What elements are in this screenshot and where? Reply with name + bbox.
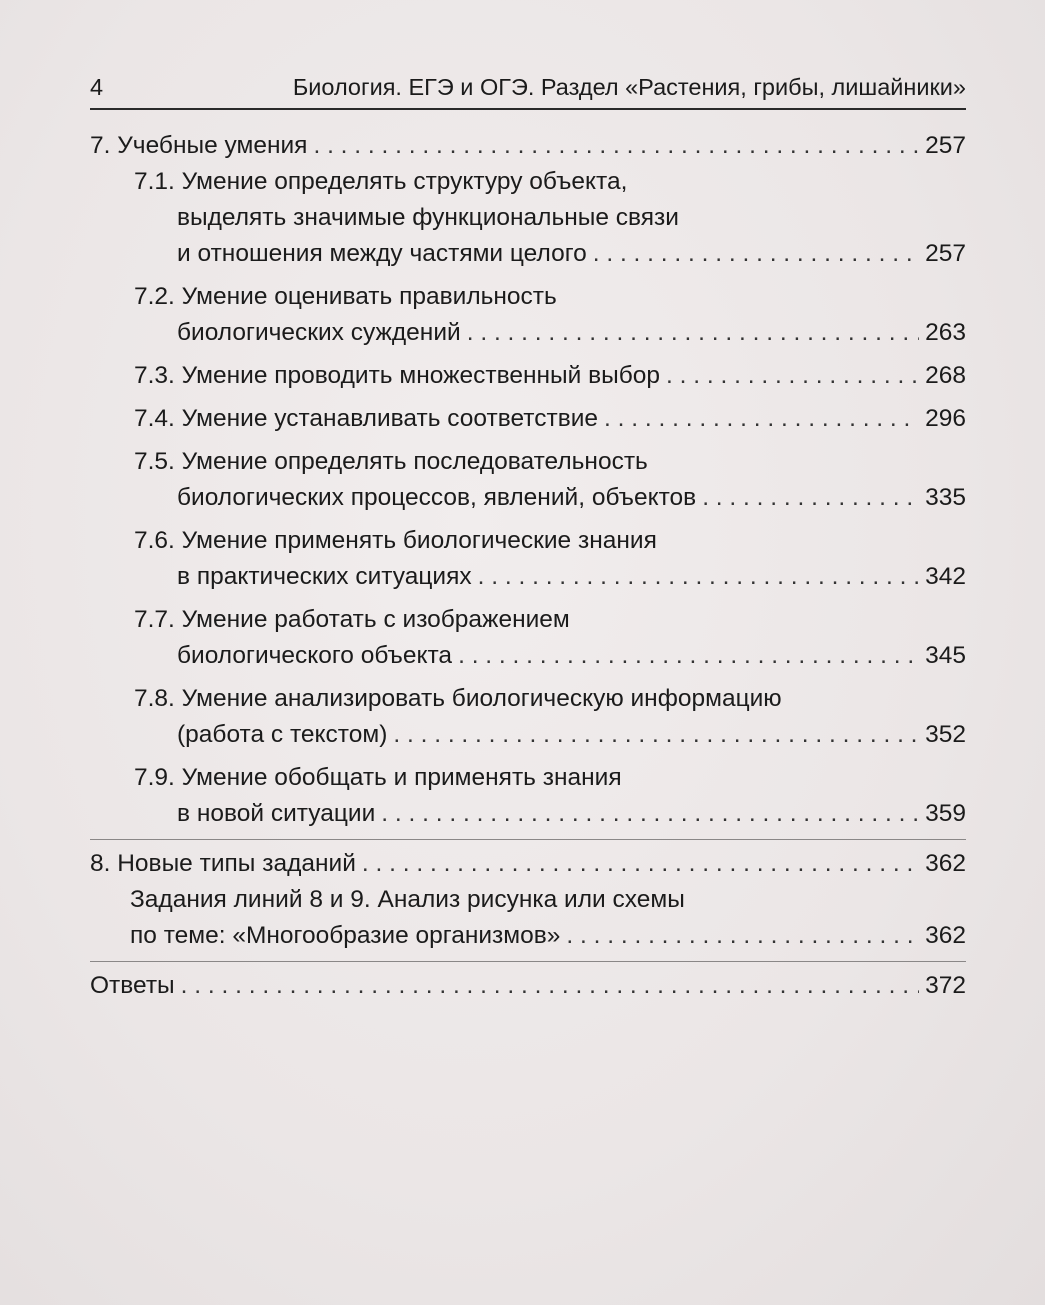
toc-entry-7-3 xyxy=(90,358,966,394)
leader-dots xyxy=(458,638,919,674)
toc-label: 7.4. Умение устанавливать соответствие xyxy=(134,405,599,432)
toc-label: 7.3. Умение проводить множественный выбор xyxy=(134,362,661,389)
toc-label-line: Задания линий 8 и 9. Анализ рисунка или схемы xyxy=(130,886,685,913)
leader-dots xyxy=(478,559,919,595)
toc-label-line: 7.5. Умение определять последовательность xyxy=(134,448,648,475)
divider xyxy=(90,839,966,840)
toc-label-line: биологического объекта xyxy=(177,642,453,669)
toc-label-line: выделять значимые функциональные связи xyxy=(177,204,679,231)
toc-page: 342 xyxy=(925,563,966,590)
leader-dots xyxy=(393,717,919,753)
toc-entry-8 xyxy=(90,846,966,882)
toc-page: 335 xyxy=(925,484,966,511)
leader-dots xyxy=(362,846,919,882)
toc-entry-8-tasks xyxy=(90,882,966,954)
toc-label: Ответы xyxy=(90,972,175,999)
toc-label-line: в новой ситуации xyxy=(177,800,376,827)
toc-entry-7-2 xyxy=(90,279,966,351)
toc-page: 345 xyxy=(925,642,966,669)
toc-label: 7. Учебные умения xyxy=(90,132,308,159)
toc-page: 257 xyxy=(925,132,966,159)
page-number: 4 xyxy=(90,74,104,100)
toc-page: 372 xyxy=(925,972,966,999)
running-title: Биология. ЕГЭ и ОГЭ. Раздел «Растения, грибы, лишайники» xyxy=(292,74,966,100)
leader-dots xyxy=(604,401,919,437)
toc-page: 362 xyxy=(925,922,966,949)
table-of-contents xyxy=(90,128,966,1004)
toc-entry-7-5 xyxy=(90,444,966,516)
toc-entry-7-7 xyxy=(90,602,966,674)
toc-entry-7-9 xyxy=(90,760,966,832)
toc-entry-7 xyxy=(90,128,966,164)
toc-label-line: 7.8. Умение анализировать биологическую информацию xyxy=(134,685,782,712)
toc-entry-7-8 xyxy=(90,681,966,753)
toc-page: 359 xyxy=(925,800,966,827)
leader-dots xyxy=(593,236,919,272)
toc-label-line: (работа с текстом) xyxy=(177,721,388,748)
toc-label-line: 7.6. Умение применять биологические знания xyxy=(134,527,657,554)
leader-dots xyxy=(566,918,919,954)
toc-label-line: по теме: «Многообразие организмов» xyxy=(130,922,561,949)
divider xyxy=(90,961,966,962)
toc-entry-7-6 xyxy=(90,523,966,595)
toc-label: 8. Новые типы заданий xyxy=(90,850,356,877)
toc-page: 268 xyxy=(925,362,966,389)
toc-page: 362 xyxy=(925,850,966,877)
toc-label-line: и отношения между частями целого xyxy=(177,240,587,267)
toc-page: 263 xyxy=(925,319,966,346)
leader-dots xyxy=(702,480,919,516)
toc-page: 352 xyxy=(925,721,966,748)
leader-dots xyxy=(181,968,919,1004)
toc-entry-answers xyxy=(90,968,966,1004)
leader-dots xyxy=(666,358,919,394)
running-header xyxy=(90,68,966,110)
toc-label-line: 7.7. Умение работать с изображением xyxy=(134,606,570,633)
toc-page: 296 xyxy=(925,405,966,432)
toc-label-line: 7.9. Умение обобщать и применять знания xyxy=(134,764,622,791)
leader-dots xyxy=(467,315,919,351)
toc-page: 257 xyxy=(925,240,966,267)
toc-label-line: биологических суждений xyxy=(177,319,461,346)
toc-entry-7-4 xyxy=(90,401,966,437)
toc-entry-7-1 xyxy=(90,164,966,272)
toc-label-line: 7.1. Умение определять структуру объекта, xyxy=(134,168,628,195)
leader-dots xyxy=(381,796,919,832)
toc-label-line: в практических ситуациях xyxy=(177,563,472,590)
leader-dots xyxy=(313,128,919,164)
toc-label-line: биологических процессов, явлений, объектов xyxy=(177,484,697,511)
toc-label-line: 7.2. Умение оценивать правильность xyxy=(134,283,557,310)
